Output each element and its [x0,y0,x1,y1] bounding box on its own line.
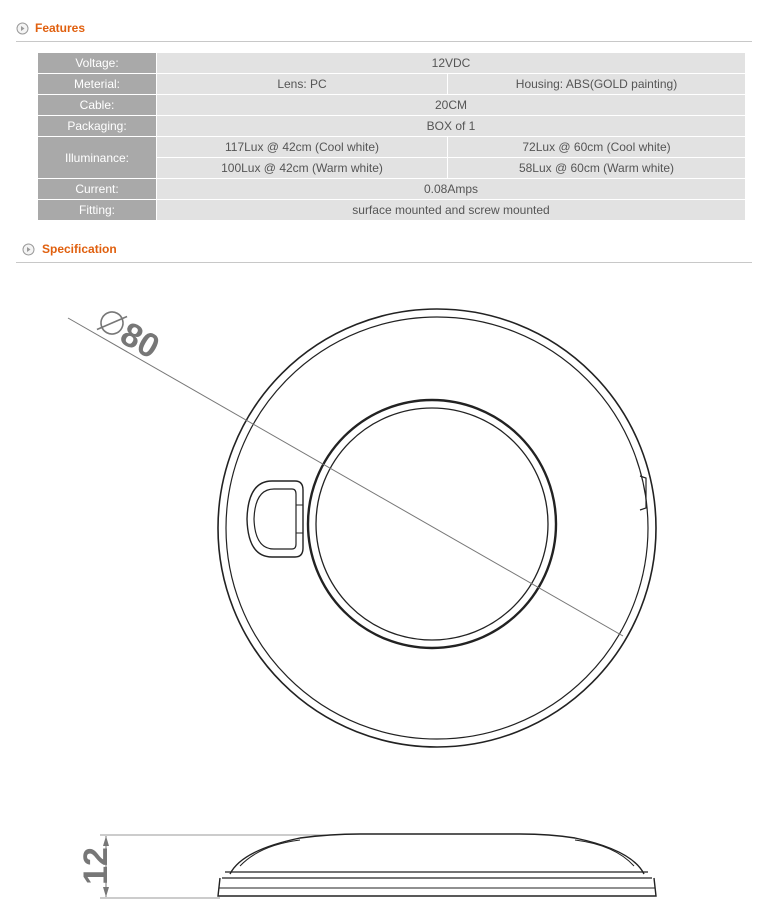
row-value: BOX of 1 [157,116,746,137]
row-label: Voltage: [38,53,157,74]
top-view [68,309,656,747]
row-label: Cable: [38,95,157,116]
side-view [100,834,656,898]
row-label: Packaging: [38,116,157,137]
row-value: 12VDC [157,53,746,74]
diameter-label [92,303,165,367]
diameter-dimension-line [68,318,623,636]
height-value: 12 [76,847,115,885]
row-label: Meterial: [38,74,157,95]
lens-ring-outer [308,400,556,648]
base-profile [218,878,656,896]
row-value: 117Lux @ 42cm (Cool white) [157,137,448,158]
specification-title: Specification [42,242,117,256]
row-value: 0.08Amps [157,179,746,200]
side-slot-inner [254,489,296,549]
dome-profile [230,834,644,874]
row-label: Current: [38,179,157,200]
row-value: 58Lux @ 60cm (Warm white) [448,158,746,179]
diameter-value: 80 [114,314,166,367]
row-label: Fitting: [38,200,157,221]
row-label: Illuminance: [38,137,157,179]
outer-rim-inner [226,317,648,739]
row-value: surface mounted and screw mounted [157,200,746,221]
side-slot-outer [247,481,303,557]
row-value: Housing: ABS(GOLD painting) [448,74,746,95]
row-value: Lens: PC [157,74,448,95]
row-value: 100Lux @ 42cm (Warm white) [157,158,448,179]
row-value: 20CM [157,95,746,116]
lens-ring-inner [316,408,548,640]
features-title: Features [35,21,86,35]
row-value: 72Lux @ 60cm (Cool white) [448,137,746,158]
outer-rim [218,309,656,747]
